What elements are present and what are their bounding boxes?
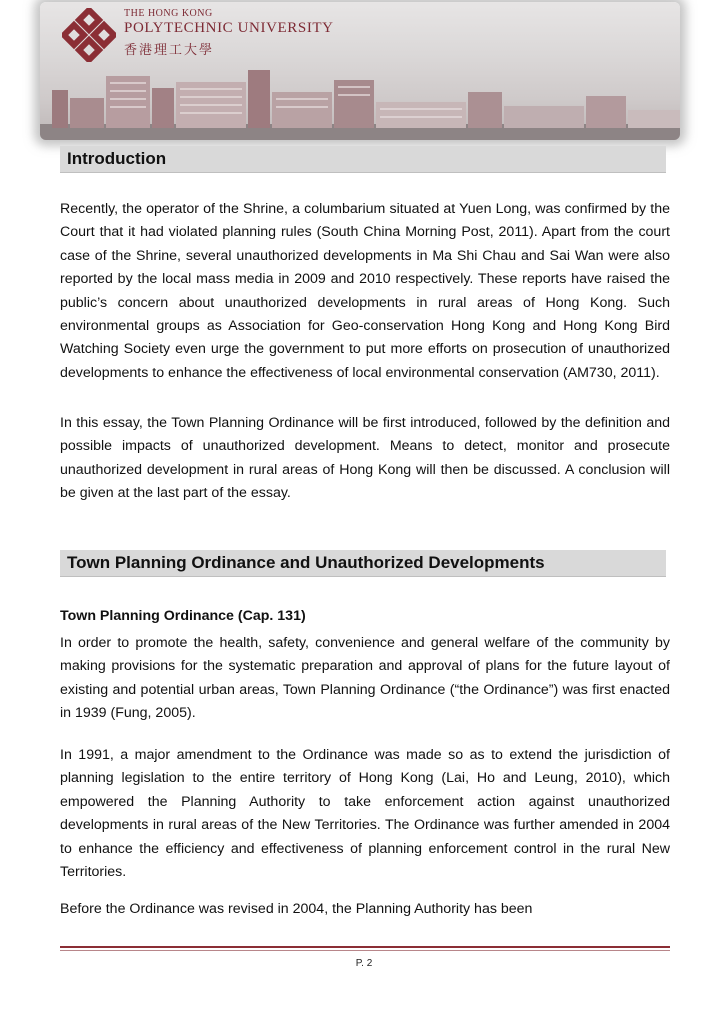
- page-number: P. 2: [355, 958, 373, 969]
- ordinance-paragraph: Before the Ordinance was revised in 2004, the Planning Authority has been: [60, 901, 533, 917]
- ordinance-paragraph: In order to promote the health, safety, convenience and general welfare of the community by making provisions for the systematic preparation and approval of plans for the future layout of existing and potential urban areas, Town Planning Ordinance (“the Ordinance”) was first enacted in 1939 (Fung, 2005).: [60, 635, 670, 722]
- introduction-paragraph: In this essay, the Town Planning Ordinance will be first introduced, followed by the definition and possible impacts of unauthorized development. Means to detect, monitor and prosecute unauthorized development in rural areas of Hong Kong will then be discussed. A conclusion will be given at the last part of the essay.: [60, 415, 670, 502]
- introduction-heading-bar: [60, 146, 666, 173]
- header-banner: [40, 2, 680, 140]
- campus-skyline-image: [40, 62, 680, 140]
- university-name: POLYTECHNIC UNIVERSITY: [124, 20, 334, 36]
- footer-rule: [60, 946, 670, 948]
- footer-rule-secondary: [60, 950, 670, 951]
- ordinance-paragraph: In 1991, a major amendment to the Ordinance was made so as to extend the jurisdiction of planning legislation to the entire territory of Hong Kong (Lai, Ho and Leung, 2010), which empowered the Planning Authority to take enforcement action against unauthorized developments in rural areas of the New Territories. The Ordinance was further amended in 2004 to enhance the efficiency and effectiveness of planning enforcement control in the rural New Territories.: [60, 747, 670, 881]
- university-name-chinese: 香港理工大學: [124, 43, 215, 58]
- town-planning-heading: Town Planning Ordinance and Unauthorized Developments: [67, 553, 545, 572]
- introduction-paragraph: Recently, the operator of the Shrine, a columbarium situated at Yuen Long, was confirmed by the Court that it had violated planning rules (South China Morning Post, 2011). Apart from the court case of the Shrine, several unauthorized developments in Ma Shi Chau and Sai Wan were also reported by the local mass media in 2009 and 2010 respectively. These reports have raised the public’s concern about unauthorized developments in rural areas of Hong Kong. Such environmental groups as Association for Geo-conservation Hong Kong and Hong Kong Bird Watching Society even urge the government to put more efforts on prosecution of unauthorized developments to enhance the effectiveness of local environmental conservation (AM730, 2011).: [60, 201, 670, 381]
- university-logo-icon: [62, 8, 116, 62]
- introduction-heading: Introduction: [67, 149, 167, 168]
- town-planning-heading-bar: [60, 550, 666, 577]
- university-name-small: THE HONG KONG: [124, 8, 213, 19]
- ordinance-subheading: Town Planning Ordinance (Cap. 131): [60, 608, 306, 624]
